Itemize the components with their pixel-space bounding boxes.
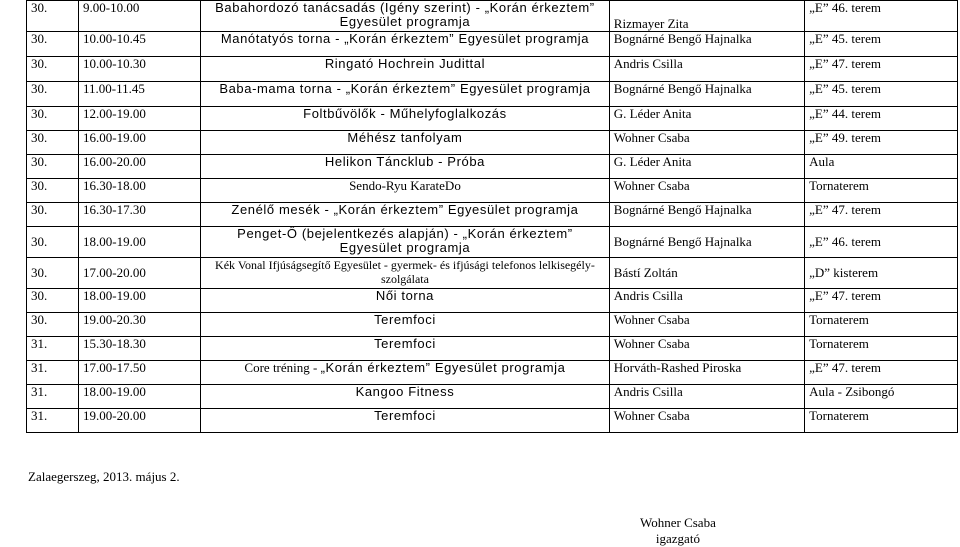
organizer-cell: G. Léder Anita — [609, 107, 804, 131]
table-row — [27, 361, 958, 385]
event-cell: Női torna — [201, 289, 610, 313]
organizer-cell: Rizmayer Zita — [609, 1, 804, 32]
table-row — [27, 57, 958, 82]
room-cell: Aula — [805, 155, 958, 179]
table-row — [27, 313, 958, 337]
day-cell: 30. — [27, 82, 79, 107]
time-cell: 12.00-19.00 — [79, 107, 201, 131]
organizer-cell: Horváth-Rashed Piroska — [609, 361, 804, 385]
table-row — [27, 337, 958, 361]
room-cell: „E” 45. terem — [805, 32, 958, 57]
table-row — [27, 107, 958, 131]
event-cell: Foltbűvölők - Műhelyfoglalkozás — [201, 107, 610, 131]
time-cell: 19.00-20.00 — [79, 409, 201, 433]
organizer-cell: Andris Csilla — [609, 57, 804, 82]
event-cell: Manótatyós torna - „Korán érkeztem” Egyesület programja — [201, 32, 610, 57]
table-row — [27, 258, 958, 289]
signer-title: igazgató — [655, 531, 700, 546]
room-cell: „E” 47. terem — [805, 57, 958, 82]
event-cell: Zenélő mesék - „Korán érkeztem” Egyesület programja — [201, 203, 610, 227]
room-cell: „D” kisterem — [805, 258, 958, 289]
table-row — [27, 1, 958, 32]
room-cell: „E” 47. terem — [805, 203, 958, 227]
time-cell: 10.00-10.45 — [79, 32, 201, 57]
day-cell: 30. — [27, 227, 79, 258]
event-cell: Kangoo Fitness — [201, 385, 610, 409]
day-cell: 30. — [27, 57, 79, 82]
room-cell: „E” 49. terem — [805, 131, 958, 155]
event-cell — [201, 361, 610, 385]
organizer-cell: Wohner Csaba — [609, 313, 804, 337]
event-cell: Teremfoci — [201, 313, 610, 337]
day-cell: 30. — [27, 179, 79, 203]
day-cell: 31. — [27, 337, 79, 361]
room-cell: Aula - Zsibongó — [805, 385, 958, 409]
table-row — [27, 82, 958, 107]
table-row — [27, 131, 958, 155]
event-cell: Baba-mama torna - „Korán érkeztem” Egyesület programja — [201, 82, 610, 107]
table-row — [27, 203, 958, 227]
organizer-cell: G. Léder Anita — [609, 155, 804, 179]
organizer-cell: Andris Csilla — [609, 289, 804, 313]
event-cell: Teremfoci — [201, 337, 610, 361]
table-row — [27, 155, 958, 179]
time-cell: 9.00-10.00 — [79, 1, 201, 32]
signature-block — [640, 515, 716, 547]
time-cell: 17.00-20.00 — [79, 258, 201, 289]
day-cell: 30. — [27, 32, 79, 57]
day-cell: 31. — [27, 409, 79, 433]
organizer-cell: Bástí Zoltán — [609, 258, 804, 289]
day-cell: 31. — [27, 385, 79, 409]
time-cell: 11.00-11.45 — [79, 82, 201, 107]
time-cell: 17.00-17.50 — [79, 361, 201, 385]
room-cell: Tornaterem — [805, 179, 958, 203]
day-cell: 30. — [27, 107, 79, 131]
day-cell: 30. — [27, 1, 79, 32]
event-cell: Kék Vonal Ifjúságsegítő Egyesület - gyermek- és ifjúsági telefonos lelkisegély-szolgálata — [201, 258, 610, 289]
room-cell: Tornaterem — [805, 337, 958, 361]
day-cell: 31. — [27, 361, 79, 385]
organizer-cell: Bognárné Bengő Hajnalka — [609, 203, 804, 227]
table-row — [27, 179, 958, 203]
table-row — [27, 289, 958, 313]
event-cell: Sendo-Ryu KarateDo — [201, 179, 610, 203]
table-row — [27, 409, 958, 433]
day-cell: 30. — [27, 258, 79, 289]
organizer-cell: Wohner Csaba — [609, 409, 804, 433]
room-cell: „E” 46. terem — [805, 227, 958, 258]
room-cell: Tornaterem — [805, 409, 958, 433]
signer-name: Wohner Csaba — [640, 515, 716, 530]
day-cell: 30. — [27, 203, 79, 227]
event-text: „Korán érkeztem” Egyesület programja — [320, 360, 566, 375]
place-and-date: Zalaegerszeg, 2013. május 2. — [28, 469, 180, 484]
time-cell: 16.00-19.00 — [79, 131, 201, 155]
time-cell: 15.30-18.30 — [79, 337, 201, 361]
day-cell: 30. — [27, 289, 79, 313]
time-cell: 18.00-19.00 — [79, 289, 201, 313]
time-cell: 16.00-20.00 — [79, 155, 201, 179]
day-cell: 30. — [27, 155, 79, 179]
event-cell: Babahordozó tanácsadás (Igény szerint) - „Korán érkeztem” Egyesület programja — [201, 1, 610, 32]
time-cell: 16.30-17.30 — [79, 203, 201, 227]
time-cell: 18.00-19.00 — [79, 385, 201, 409]
table-row — [27, 227, 958, 258]
organizer-cell: Bognárné Bengő Hajnalka — [609, 82, 804, 107]
room-cell: „E” 47. terem — [805, 361, 958, 385]
time-cell: 19.00-20.30 — [79, 313, 201, 337]
organizer-cell: Wohner Csaba — [609, 131, 804, 155]
room-cell: „E” 46. terem — [805, 1, 958, 32]
organizer-cell: Bognárné Bengő Hajnalka — [609, 32, 804, 57]
day-cell: 30. — [27, 131, 79, 155]
event-prefix: Core tréning - — [244, 360, 321, 375]
room-cell: „E” 45. terem — [805, 82, 958, 107]
time-cell: 10.00-10.30 — [79, 57, 201, 82]
room-cell: „E” 47. terem — [805, 289, 958, 313]
table-row — [27, 32, 958, 57]
time-cell: 18.00-19.00 — [79, 227, 201, 258]
time-cell: 16.30-18.00 — [79, 179, 201, 203]
room-cell: Tornaterem — [805, 313, 958, 337]
organizer-cell: Andris Csilla — [609, 385, 804, 409]
event-cell: Teremfoci — [201, 409, 610, 433]
event-cell: Méhész tanfolyam — [201, 131, 610, 155]
event-cell: Penget-Ő (bejelentkezés alapján) - „Korán érkeztem” Egyesület programja — [201, 227, 610, 258]
day-cell: 30. — [27, 313, 79, 337]
organizer-cell: Bognárné Bengő Hajnalka — [609, 227, 804, 258]
room-cell: „E” 44. terem — [805, 107, 958, 131]
schedule-table — [26, 0, 958, 433]
event-cell: Helikon Táncklub - Próba — [201, 155, 610, 179]
organizer-cell: Wohner Csaba — [609, 179, 804, 203]
table-row — [27, 385, 958, 409]
event-cell: Ringató Hochrein Judittal — [201, 57, 610, 82]
organizer-cell: Wohner Csaba — [609, 337, 804, 361]
